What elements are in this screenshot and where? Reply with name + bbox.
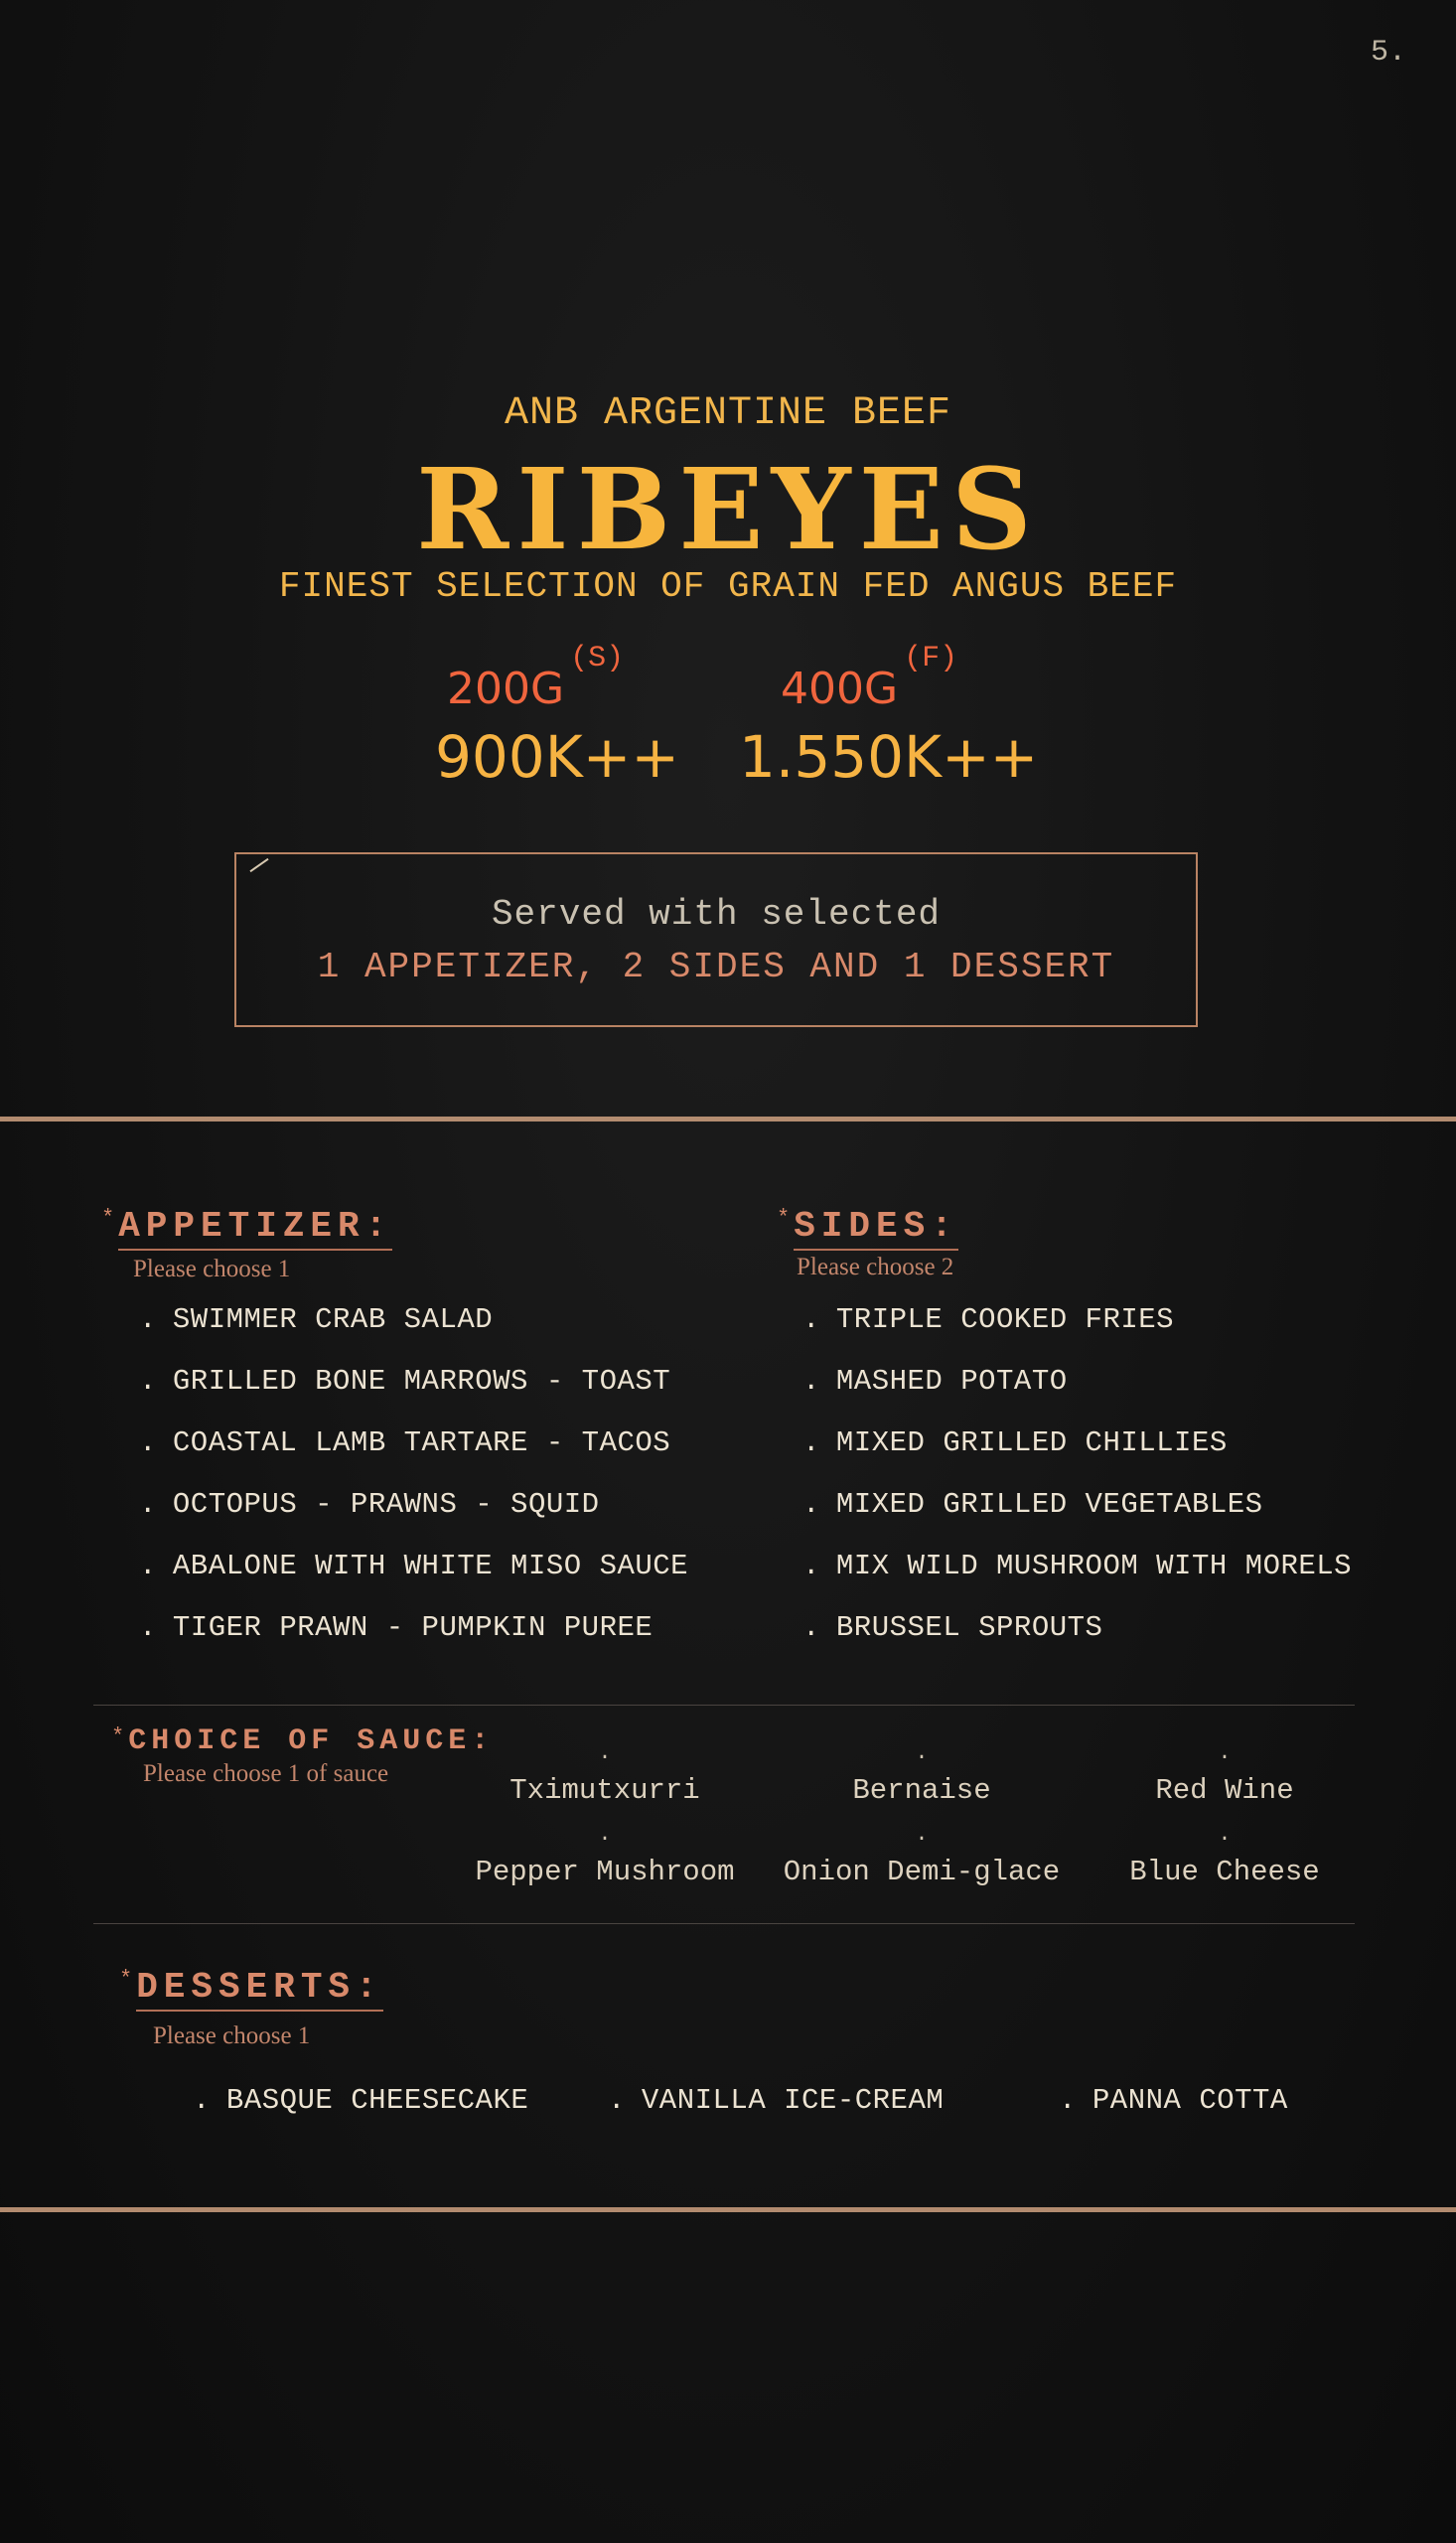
list-item: . OCTOPUS - PRAWNS - SQUID	[139, 1488, 600, 1521]
list-item: . TRIPLE COOKED FRIES	[802, 1303, 1175, 1336]
list-item: . TIGER PRAWN - PUMPKIN PUREE	[139, 1611, 654, 1644]
list-item: . SWIMMER CRAB SALAD	[139, 1303, 494, 1336]
list-item: . GRILLED BONE MARROWS - TOAST	[139, 1365, 671, 1398]
sauce-divider-top	[93, 1705, 1355, 1706]
section-divider-top	[0, 1117, 1456, 1122]
sauce-heading: * CHOICE OF SAUCE:	[111, 1724, 495, 1758]
sauce-item: Red Wine	[1155, 1774, 1294, 1807]
page-number: 5.	[1370, 36, 1406, 70]
list-item: . MASHED POTATO	[802, 1365, 1068, 1398]
list-item: . MIXED GRILLED CHILLIES	[802, 1426, 1228, 1459]
appetizer-note: Please choose 1	[133, 1256, 291, 1282]
sauce-item: Blue Cheese	[1129, 1856, 1320, 1888]
sauce-dot: .	[598, 1822, 612, 1847]
list-item: . BASQUE CHEESECAKE	[193, 2084, 529, 2117]
price-small: 900K++	[435, 723, 679, 791]
desserts-heading: * DESSERTS:	[119, 1967, 383, 2012]
list-item: . BRUSSEL SPROUTS	[802, 1611, 1103, 1644]
served-with-box	[234, 852, 1198, 1027]
price-full: 1.550K++	[739, 723, 1039, 791]
sauce-item: Onion Demi-glace	[783, 1856, 1061, 1888]
menu-subtitle: FINEST SELECTION OF GRAIN FED ANGUS BEEF	[278, 566, 1178, 607]
portion-weight-full: $400G^{(F)}$	[781, 642, 958, 714]
appetizer-list	[139, 1303, 688, 1673]
sauce-dot: .	[915, 1822, 929, 1847]
sauce-dot: .	[1218, 1740, 1232, 1765]
served-with-line2: 1 APPETIZER, 2 SIDES AND 1 DESSERT	[317, 947, 1115, 987]
desserts-note: Please choose 1	[153, 2022, 311, 2049]
menu-title: RIBEYES	[416, 445, 1040, 575]
over-title: ANB ARGENTINE BEEF	[504, 391, 952, 436]
list-item: . MIXED GRILLED VEGETABLES	[802, 1488, 1263, 1521]
section-divider-bottom	[0, 2207, 1456, 2212]
sides-list	[802, 1303, 1352, 1673]
sauce-dot: .	[1218, 1822, 1232, 1847]
list-item: . VANILLA ICE-CREAM	[608, 2084, 945, 2117]
list-item: . MIX WILD MUSHROOM WITH MORELS	[802, 1550, 1353, 1582]
sauce-item: Bernaise	[852, 1774, 991, 1807]
served-with-line1: Served with selected	[491, 894, 942, 935]
list-item: . ABALONE WITH WHITE MISO SAUCE	[139, 1550, 689, 1582]
portion-weight-small: $200G^{(S)}$	[447, 642, 625, 714]
sauce-note: Please choose 1 of sauce	[143, 1760, 389, 1787]
sauce-dot: .	[915, 1740, 929, 1765]
sides-heading: * SIDES:	[777, 1206, 958, 1251]
sides-note: Please choose 2	[797, 1254, 954, 1280]
appetizer-heading: * APPETIZER:	[101, 1206, 392, 1251]
sauce-item: Tximutxurri	[510, 1774, 700, 1807]
dessert-divider-top	[93, 1923, 1355, 1924]
sauce-dot: .	[598, 1740, 612, 1765]
sauce-item: Pepper Mushroom	[475, 1856, 735, 1888]
list-item: . COASTAL LAMB TARTARE - TACOS	[139, 1426, 671, 1459]
list-item: . PANNA COTTA	[1059, 2084, 1288, 2117]
